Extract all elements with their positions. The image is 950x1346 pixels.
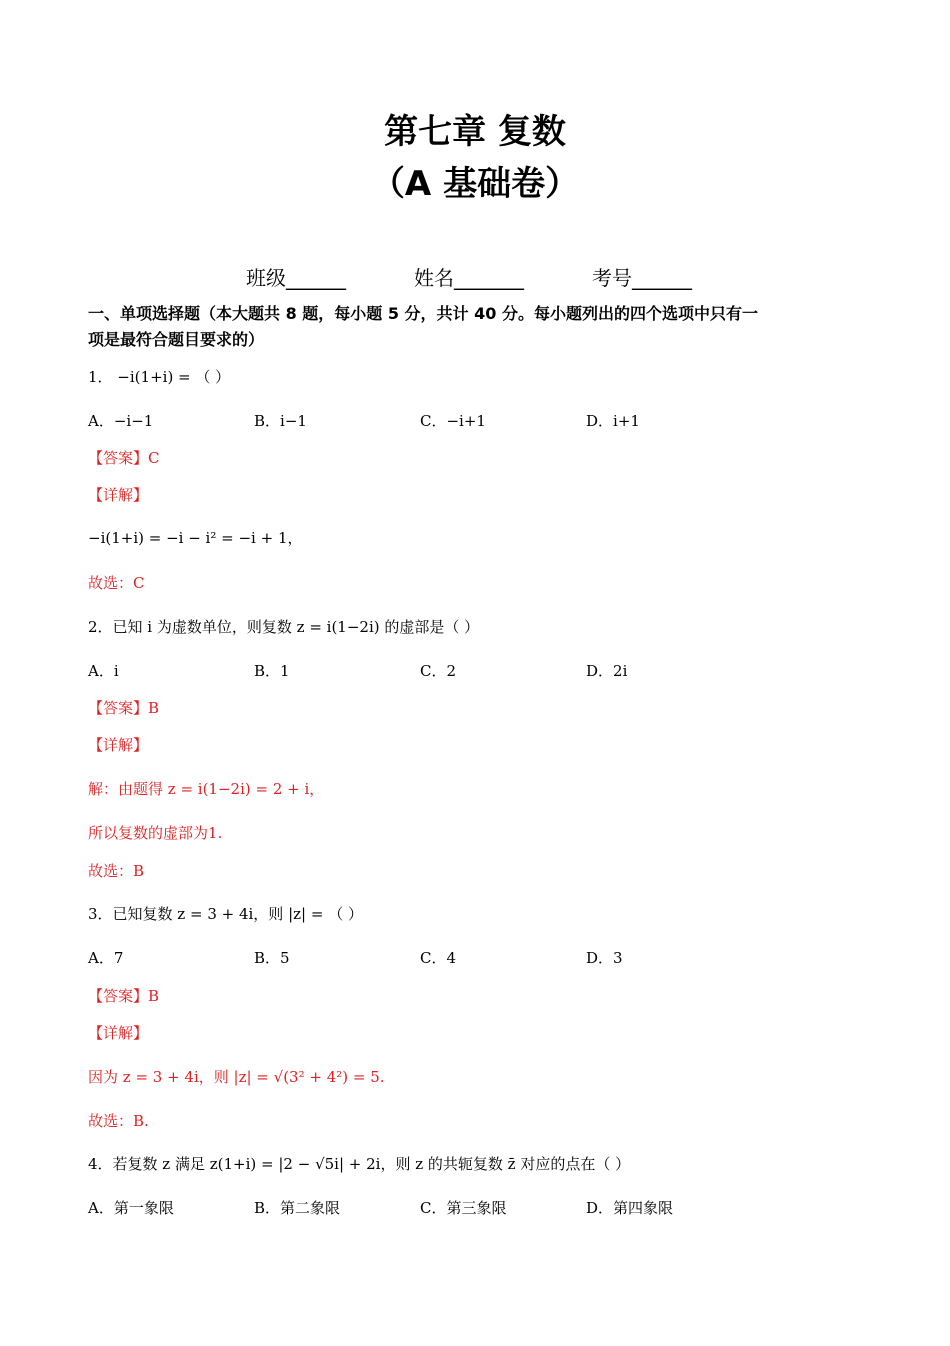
option-b: B．5 [254,949,290,967]
question-stem: 4．若复数 z 满足 z(1+i) = |2 − √5i| + 2i，则 z 的共轭复数 z̄ 对应的点在（ ） [88,1155,631,1173]
conclusion: 故选：B. [88,1112,149,1130]
class-field: 班级______ [246,266,346,290]
answer-label: 【答案】B [88,987,160,1005]
option-d: D．i+1 [586,412,640,430]
detail-label: 【详解】 [88,1024,149,1042]
solution-line: −i(1+i) = −i − i² = −i + 1， [88,529,303,547]
conclusion: 故选：B [88,862,145,880]
option-b: B．第二象限 [254,1199,341,1217]
section-heading-line2: 项是最符合题目要求的） [88,330,265,349]
section-heading-line1: 一、单项选择题（本大题共 8 题，每小题 5 分，共计 40 分。每小题列出的四个选项中只有一 [88,304,758,323]
option-d: D．2i [586,662,628,680]
option-d: D．第四象限 [586,1199,674,1217]
option-c: C．4 [420,949,457,967]
option-a: A．7 [88,949,124,967]
question-stem: 2．已知 i 为虚数单位，则复数 z = i(1−2i) 的虚部是（ ） [88,618,480,636]
option-d: D．3 [586,949,623,967]
option-c: C．2 [420,662,457,680]
name-field: 姓名_______ [414,266,524,290]
number-field: 考号______ [592,266,692,290]
detail-label: 【详解】 [88,486,149,504]
question-stem: 3．已知复数 z = 3 + 4i，则 |z| = （ ） [88,905,363,923]
solution-line: 解：由题得 z = i(1−2i) = 2 + i， [88,780,325,798]
question-stem: 1． −i(1+i) = （ ） [88,368,231,386]
solution-line: 所以复数的虚部为1. [88,824,223,842]
option-c: C．第三象限 [420,1199,507,1217]
option-b: B．i−1 [254,412,307,430]
option-a: A．第一象限 [88,1199,174,1217]
answer-label: 【答案】C [88,449,160,467]
option-a: A．−i−1 [88,412,154,430]
option-c: C．−i+1 [420,412,486,430]
page-title: 第七章 复数 [384,112,566,152]
option-b: B．1 [254,662,290,680]
conclusion: 故选：C [88,574,145,592]
page-subtitle: （A 基础卷） [370,164,580,204]
option-a: A．i [88,662,119,680]
answer-label: 【答案】B [88,699,160,717]
detail-label: 【详解】 [88,736,149,754]
solution-line: 因为 z = 3 + 4i，则 |z| = √(3² + 4²) = 5. [88,1068,385,1086]
